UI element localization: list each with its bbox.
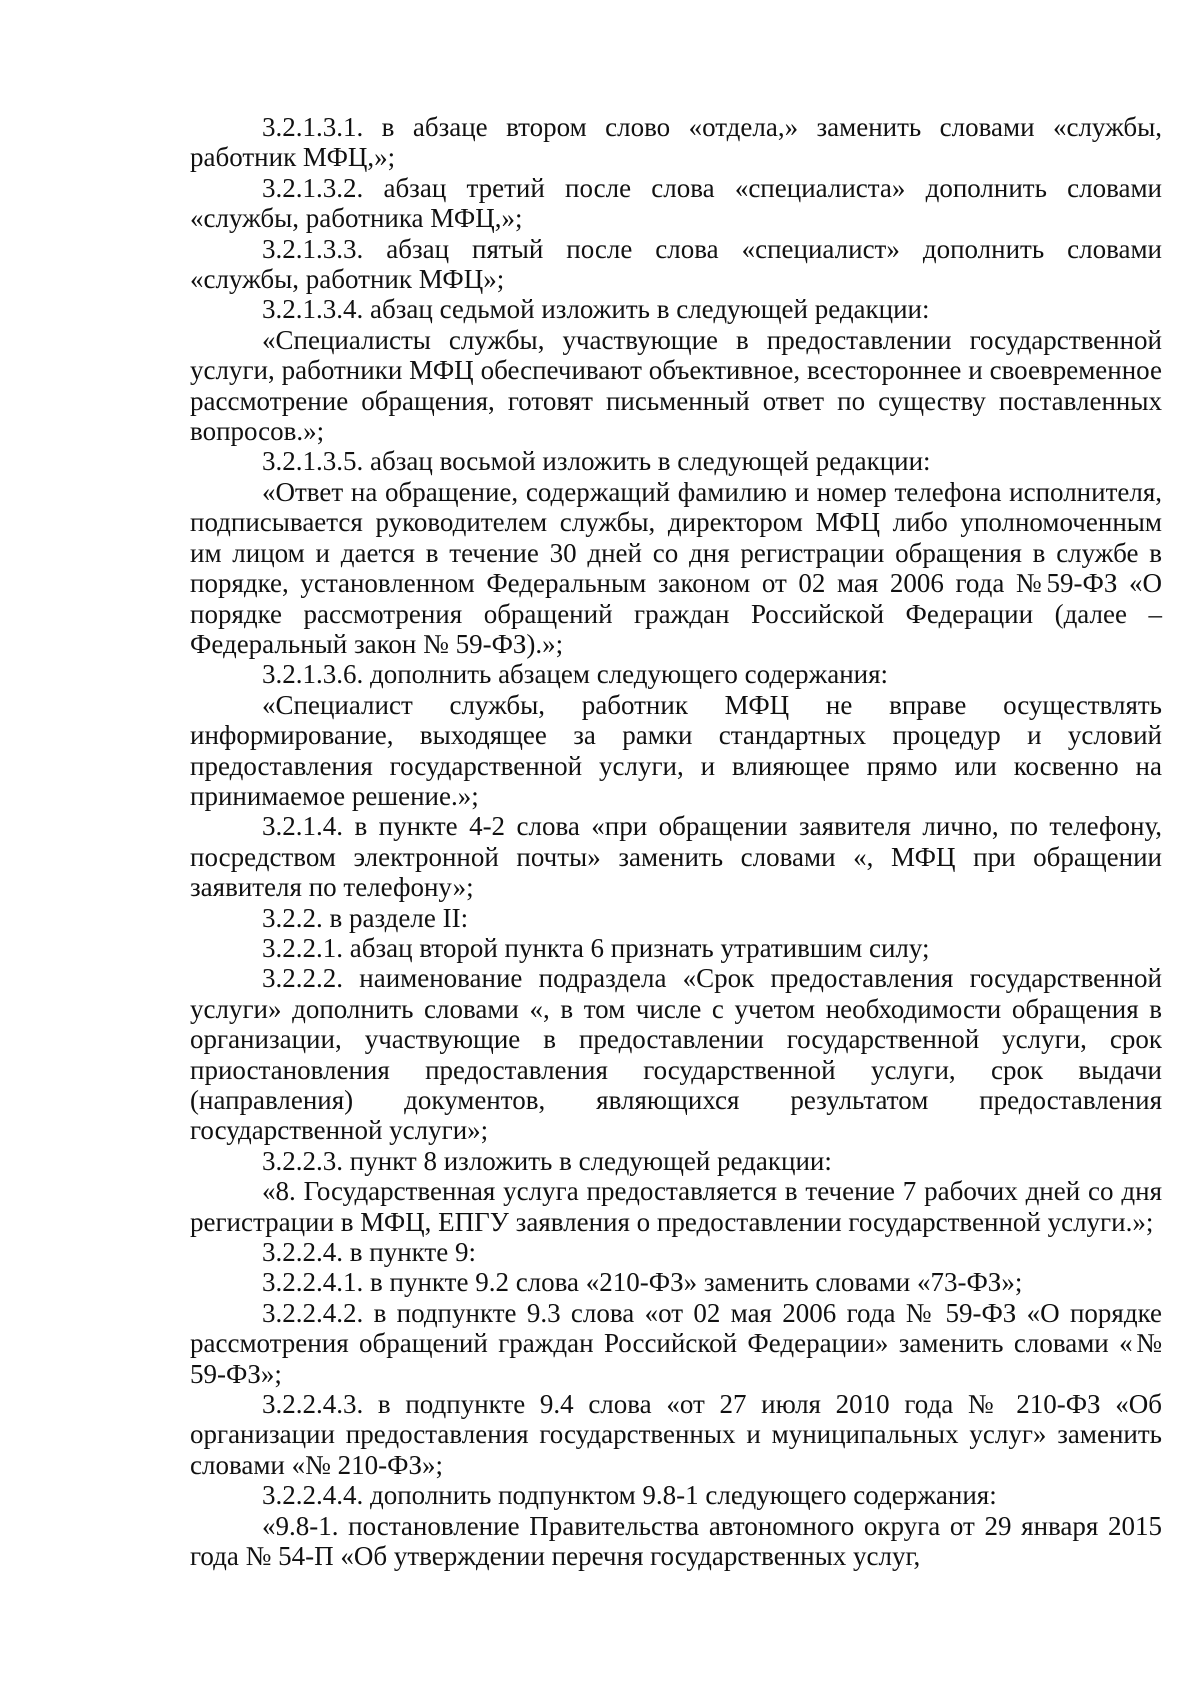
paragraph: 3.2.2.3. пункт 8 изложить в следующей редакции: — [262, 1145, 832, 1176]
paragraph: 3.2.2.4.3. в подпункте 9.4 слова «от 27 июля 2010 года № 210-ФЗ «Об организации предоставления государственных и муниципальных услуг» заменить словами «№ 210-ФЗ»; — [190, 1389, 1162, 1480]
paragraph: 3.2.1.3.3. абзац пятый после слова «специалист» дополнить словами «службы, работник МФЦ»; — [190, 233, 1162, 295]
paragraph: 3.2.1.3.5. абзац восьмой изложить в следующей редакции: — [262, 446, 931, 477]
paragraph: «Специалисты службы, участвующие в предоставлении государственной услуги, работники МФЦ обеспечивают объективное, всестороннее и своевременное рассмотрение обращения, готовят письменный ответ по существу поставленных вопросов.»; — [190, 324, 1162, 447]
paragraph: «9.8-1. постановление Правительства автономного округа от 29 января 2015 года № 54-П «Об утверждении перечня государственных услуг, — [190, 1510, 1162, 1572]
paragraph: «8. Государственная услуга предоставляется в течение 7 рабочих дней со дня регистрации в МФЦ, ЕПГУ заявления о предоставлении государственной услуги.»; — [190, 1176, 1162, 1237]
paragraph: 3.2.1.3.6. дополнить абзацем следующего содержания: — [262, 659, 889, 690]
paragraph: 3.2.2.4.4. дополнить подпунктом 9.8-1 следующего содержания: — [262, 1480, 997, 1511]
paragraph: «Специалист службы, работник МФЦ не вправе осуществлять информирование, выходящее за рамки стандартных процедур и условий предоставления государственной услуги, и влияющее прямо или косвенно на принимаемое решение.»; — [190, 689, 1162, 811]
paragraph: «Ответ на обращение, содержащий фамилию и номер телефона исполнителя, подписывается руководителем службы, директором МФЦ либо уполномоченным им лицом и дается в течение 30 дней со дня регистрации обращения в службе в порядке, установленном Федеральным законом от 02 мая 2006 года №59-ФЗ «О порядке рассмотрения обращений граждан Российской Федерации (далее – Федеральный закон № 59-ФЗ).»; — [190, 476, 1162, 659]
paragraph: 3.2.2.4. в пункте 9: — [262, 1237, 476, 1268]
paragraph: 3.2.2.4.2. в подпункте 9.3 слова «от 02 мая 2006 года № 59-ФЗ «О порядке рассмотрения обращений граждан Российской Федерации» заменить словами «№ 59-ФЗ»; — [190, 1297, 1162, 1389]
document-body — [190, 112, 1162, 1572]
paragraph: 3.2.2.1. абзац второй пункта 6 признать утратившим силу; — [262, 932, 930, 963]
paragraph: 3.2.2. в разделе II: — [262, 902, 469, 933]
paragraph: 3.2.1.3.4. абзац седьмой изложить в следующей редакции: — [262, 294, 930, 325]
paragraph: 3.2.2.2. наименование подраздела «Срок предоставления государственной услуги» дополнить словами «, в том числе с учетом необходимости обращения в организации, участвующие в предоставлении государственной услуги, срок приостановления предоставления государственной услуги, срок выдачи (направления) документов, являющихся результатом предоставления государственной услуги»; — [190, 963, 1162, 1146]
paragraph: 3.2.1.3.1. в абзаце втором слово «отдела,» заменить словами «службы, работник МФЦ,»; — [190, 112, 1162, 173]
paragraph: 3.2.2.4.1. в пункте 9.2 слова «210-ФЗ» заменить словами «73-ФЗ»; — [262, 1267, 1023, 1298]
paragraph: 3.2.1.4. в пункте 4-2 слова «при обращении заявителя лично, по телефону, посредством электронной почты» заменить словами «, МФЦ при обращении заявителя по телефону»; — [190, 811, 1162, 903]
paragraph: 3.2.1.3.2. абзац третий после слова «специалиста» дополнить словами «службы, работника МФЦ,»; — [190, 172, 1162, 234]
